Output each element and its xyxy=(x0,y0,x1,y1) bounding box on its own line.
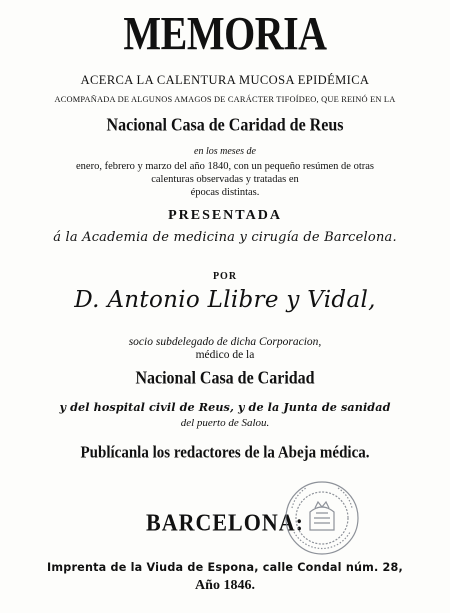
institution-name: Nacional Casa de Caridad de Reus xyxy=(106,116,344,135)
publication-year: Año 1846. xyxy=(195,578,255,593)
by-heading: POR xyxy=(212,271,238,282)
printer-line: Imprenta de la Viuda de Espona, calle Condal núm. 28, xyxy=(47,561,403,574)
body-line-2: calenturas observadas y tratadas en xyxy=(151,174,299,185)
seal-crown xyxy=(315,502,329,508)
presented-heading: PRESENTADA xyxy=(168,208,282,223)
city-heading: BARCELONA: xyxy=(146,508,304,537)
months-intro: en los meses de xyxy=(194,146,256,157)
author-role-line-2: médico de la xyxy=(195,349,255,361)
author-role-line-1: socio subdelegado de dicha Corporacion, xyxy=(128,336,322,348)
publishers-line: Publícanla los redactores de la Abeja médica. xyxy=(80,444,370,462)
body-line-3: épocas distintas. xyxy=(190,187,260,198)
document-subtitle-line2: ACOMPAÑADA DE ALGUNOS AMAGOS DE CARÁCTER TIFOÍDEO, QUE REINÓ EN LA xyxy=(54,95,396,104)
academy-line: á la Academia de medicina y cirugía de Barcelona. xyxy=(53,230,397,245)
port-line: del puerto de Salou. xyxy=(180,417,270,429)
document-subtitle: ACERCA LA CALENTURA MUCOSA EPIDÉMICA xyxy=(80,73,370,87)
seal-shield-bands xyxy=(314,513,330,523)
author-name: D. Antonio Llibre y Vidal, xyxy=(74,287,376,313)
body-line-1: enero, febrero y marzo del año 1840, con un pequeño resúmen de otras xyxy=(76,161,374,172)
library-seal-icon xyxy=(282,478,362,558)
hospital-line: y del hospital civil de Reus, y de la Junta de sanidad xyxy=(59,400,391,414)
document-title: MEMORIA xyxy=(123,6,327,60)
institution-name-2: Nacional Casa de Caridad xyxy=(135,369,315,388)
